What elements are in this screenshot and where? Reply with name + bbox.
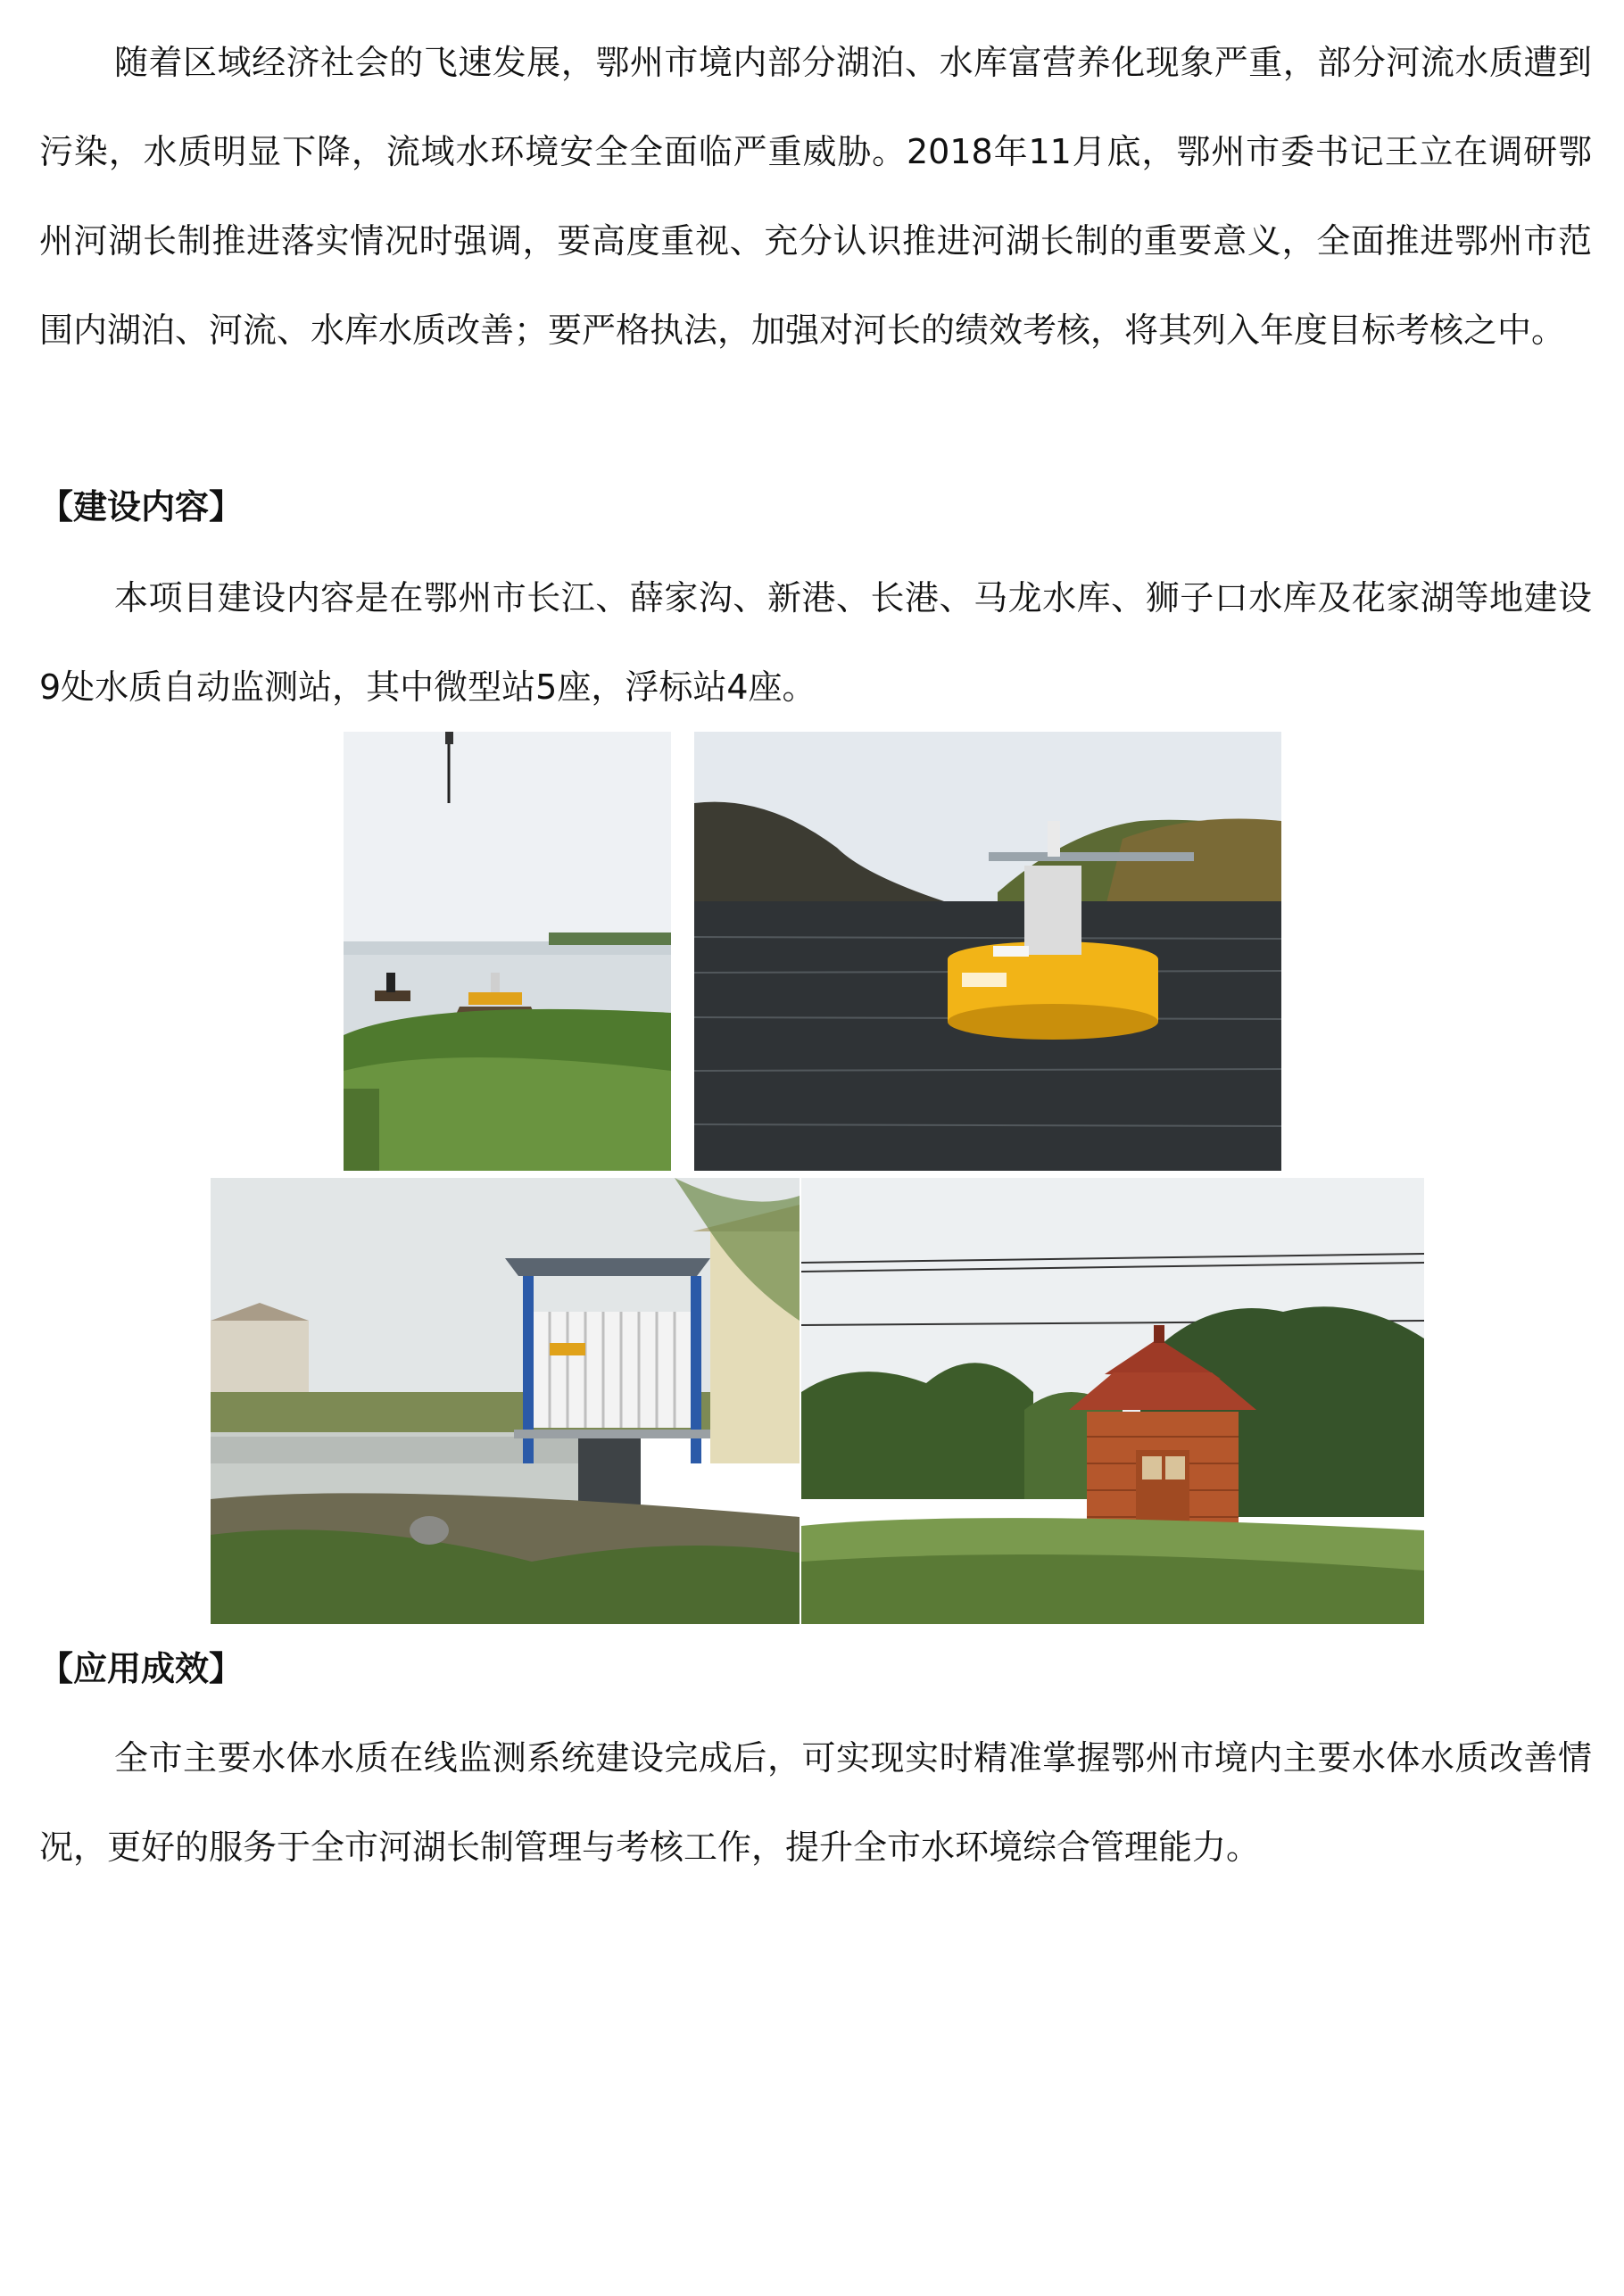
photo-lake-boat [344,732,671,1171]
photo-micro-station [211,1178,800,1624]
photo-buoy-station [694,732,1281,1171]
intro-paragraph: 随着区域经济社会的飞速发展，鄂州市境内部分湖泊、水库富营养化现象严重，部分河流水质遭到污染，水质明显下降，流域水环境安全全面临严重威胁。2018年11月底，鄂州市委书记王立在调研鄂州河湖长制推进落实情况时强调，要高度重视、充分认识推进河湖长制的重要意义，全面推进鄂州市范围内湖泊、河流、水库水质改善；要严格执法，加强对河长的绩效考核，将其列入年度目标考核之中。 [39,43,1592,350]
construction-paragraph: 本项目建设内容是在鄂州市长江、薛家沟、新港、长港、马龙水库、狮子口水库及花家湖等地建设9处水质自动监测站，其中微型站5座，浮标站4座。 [39,578,1592,707]
results-heading: 【应用成效】 [39,1649,244,1688]
construction-heading: 【建设内容】 [39,487,244,526]
results-paragraph: 全市主要水体水质在线监测系统建设完成后，可实现实时精准掌握鄂州市境内主要水体水质改善情况，更好的服务于全市河湖长制管理与考核工作，提升全市水环境综合管理能力。 [39,1738,1592,1867]
photo-wooden-cabin [801,1178,1424,1624]
